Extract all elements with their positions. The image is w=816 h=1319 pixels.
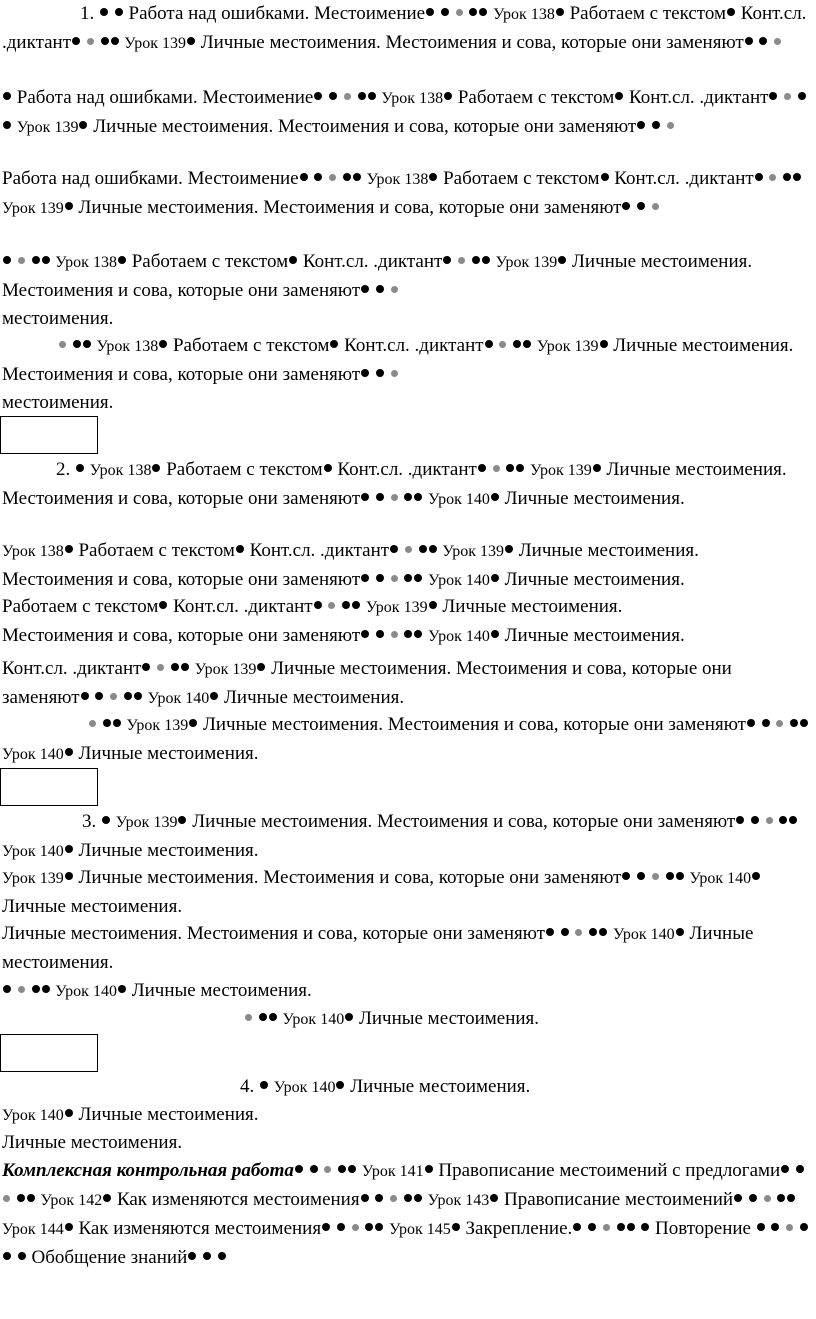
text: Конт.сл. .диктант <box>629 87 769 108</box>
lesson-number: Урок 141 <box>361 1163 424 1180</box>
paragraph <box>2 977 312 1006</box>
text: Работаем с текстом <box>443 168 600 189</box>
paragraph <box>2 332 814 417</box>
text: Конт.сл. .диктант <box>302 251 443 272</box>
lesson-number: Урок 139 <box>126 717 189 734</box>
text: Правописание местоимений <box>504 1189 734 1210</box>
lesson-number: Урок 139 <box>16 119 79 136</box>
paragraph <box>2 1129 182 1157</box>
lesson-number: Урок 142 <box>40 1192 103 1209</box>
text: Обобщение знаний <box>31 1247 188 1268</box>
list-number: 4. <box>240 1076 255 1097</box>
text: Повторение <box>655 1218 751 1239</box>
paragraph <box>2 165 814 223</box>
lesson-number: Урок 138 <box>2 543 64 560</box>
text: Конт.сл. .диктант <box>173 596 313 617</box>
empty-box <box>0 768 98 806</box>
text: Работаем с текстом <box>2 596 159 617</box>
text: Закрепление. <box>465 1218 573 1239</box>
lesson-number: Урок 138 <box>55 254 117 271</box>
paragraph <box>2 711 814 769</box>
lesson-number: Урок 139 <box>365 599 428 616</box>
paragraph <box>2 1101 259 1130</box>
lesson-number: Урок 145 <box>389 1221 451 1238</box>
paragraph <box>244 1005 539 1034</box>
text: Работаем с текстом <box>457 87 615 108</box>
empty-box <box>0 416 98 454</box>
list-number: 1. <box>80 3 95 24</box>
paragraph: Работаем с текстом Конт.сл. .диктант Урок 139 Личные местоимения. Местоимения и сова, которые они заменяют Урок 140 Личные местоимения. <box>2 596 685 646</box>
text: Личные местоимения. Местоимения и сова, которые они заменяют <box>78 197 622 218</box>
lesson-number: Урок 139 <box>124 35 186 52</box>
paragraph <box>2 537 814 595</box>
text: Личные местоимения. Местоимения и сова, которые они заменяют <box>2 658 732 708</box>
text: Личные местоимения. <box>224 687 405 708</box>
lesson-number: Урок 140 <box>2 746 64 763</box>
text: Как изменяются местоимения <box>116 1189 360 1210</box>
text: Личные местоимения. Местоимения и сова, которые они заменяют <box>200 32 744 53</box>
text: Личные местоимения. Местоимения и сова, которые они заменяют <box>2 540 699 590</box>
list-number: 3. <box>82 811 97 832</box>
paragraph <box>2 808 814 866</box>
lesson-number: Урок 139 <box>2 870 64 887</box>
text: Личные местоимения. <box>78 743 259 764</box>
text: Личные местоимения. <box>442 596 623 617</box>
lesson-number: Урок 138 <box>96 338 159 355</box>
text: Как изменяются местоимения <box>78 1218 322 1239</box>
text: Личные местоимения. <box>78 1104 259 1125</box>
lesson-number: Урок 139 <box>115 814 178 831</box>
lesson-number: Урок 139 <box>442 543 505 560</box>
paragraph <box>2 248 814 333</box>
lesson-number: Урок 140 <box>282 1011 345 1028</box>
text: Конт.сл. .диктант <box>2 3 807 53</box>
text: местоимения. <box>2 308 114 329</box>
text: Личные местоимения. <box>350 1076 531 1097</box>
text: Работаем с текстом <box>166 459 323 480</box>
lesson-number: Урок 140 <box>428 491 490 508</box>
text: Правописание местоимений с предлогами <box>438 1160 781 1181</box>
lesson-number: Урок 140 <box>2 1107 64 1124</box>
text: Личные местоимения. Местоимения и сова, которые они заменяют <box>78 867 622 888</box>
lesson-number: Урок 138 <box>381 90 444 107</box>
text: Личные местоимения. <box>131 980 312 1001</box>
lesson-number: Урок 139 <box>194 661 257 678</box>
lesson-number: Урок 140 <box>55 983 117 1000</box>
text: Работаем с текстом <box>569 3 726 24</box>
lesson-number: Урок 138 <box>493 6 555 23</box>
paragraph <box>2 0 814 58</box>
lesson-number: Урок 140 <box>273 1079 336 1096</box>
text: Личные местоимения. <box>78 840 259 861</box>
lesson-number: Урок 143 <box>427 1192 490 1209</box>
text: Работа над ошибками. Местоимение <box>16 87 314 108</box>
lesson-number: Урок 140 <box>428 572 490 589</box>
text: Личные местоимения. <box>2 1132 183 1153</box>
text: Личные местоимения. Местоимения и сова, которые они заменяют <box>2 251 753 301</box>
lesson-number: Урок 140 <box>689 870 752 887</box>
text: Работаем с текстом <box>78 540 235 561</box>
text: Личные местоимения. <box>2 923 754 973</box>
text: Личные местоимения. Местоимения и сова, которые они заменяют <box>202 714 746 735</box>
lesson-number: Урок 144 <box>2 1221 64 1238</box>
text: Работа над ошибками. Местоимение <box>128 3 426 24</box>
text: Конт.сл. .диктант <box>614 168 754 189</box>
text: Работаем с текстом <box>131 251 289 272</box>
text: местоимения. <box>2 392 114 413</box>
lesson-number: Урок 140 <box>612 926 675 943</box>
lesson-number: Урок 139 <box>495 254 558 271</box>
text: Работа над ошибками. Местоимение <box>2 168 299 189</box>
text: Личные местоимения. Местоимения и сова, которые они заменяют <box>2 923 545 944</box>
empty-box <box>0 1034 98 1072</box>
paragraph <box>2 655 814 713</box>
paragraph <box>2 920 762 977</box>
paragraph <box>2 456 814 514</box>
paragraph <box>2 1157 814 1272</box>
lesson-number: Урок 140 <box>428 628 490 645</box>
text: Личные местоимения. <box>504 488 685 509</box>
text: Личные местоимения. <box>504 569 685 590</box>
lesson-number: Урок 139 <box>2 200 64 217</box>
lesson-number: Урок 140 <box>2 843 64 860</box>
text: Конт.сл. .диктант <box>249 540 390 561</box>
lesson-number: Урок 138 <box>89 462 152 479</box>
section-heading: Комплексная контрольная работа <box>2 1160 294 1181</box>
paragraph <box>240 1073 530 1102</box>
text: Конт.сл. .диктант <box>2 658 142 679</box>
text: Личные местоимения. <box>358 1008 540 1029</box>
text: Личные местоимения. Местоимения и сова, которые они заменяют <box>2 459 787 509</box>
paragraph <box>2 864 814 921</box>
text: Личные местоимения. <box>504 625 685 646</box>
paragraph <box>2 84 814 142</box>
text: Личные местоимения. Местоимения и сова, которые они заменяют <box>192 811 736 832</box>
text: Личные местоимения. Местоимения и сова, которые они заменяют <box>93 116 637 137</box>
lesson-number: Урок 140 <box>147 690 210 707</box>
list-number: 2. <box>56 459 71 480</box>
text: Личные местоимения. Местоимения и сова, которые они заменяют <box>2 335 794 385</box>
lesson-number: Урок 139 <box>536 338 599 355</box>
text: Конт.сл. .диктант <box>337 459 477 480</box>
text: Работаем с текстом <box>172 335 330 356</box>
lesson-number: Урок 139 <box>530 462 592 479</box>
text: Конт.сл. .диктант <box>344 335 484 356</box>
text: Личные местоимения. <box>2 896 183 917</box>
lesson-number: Урок 138 <box>366 171 429 188</box>
